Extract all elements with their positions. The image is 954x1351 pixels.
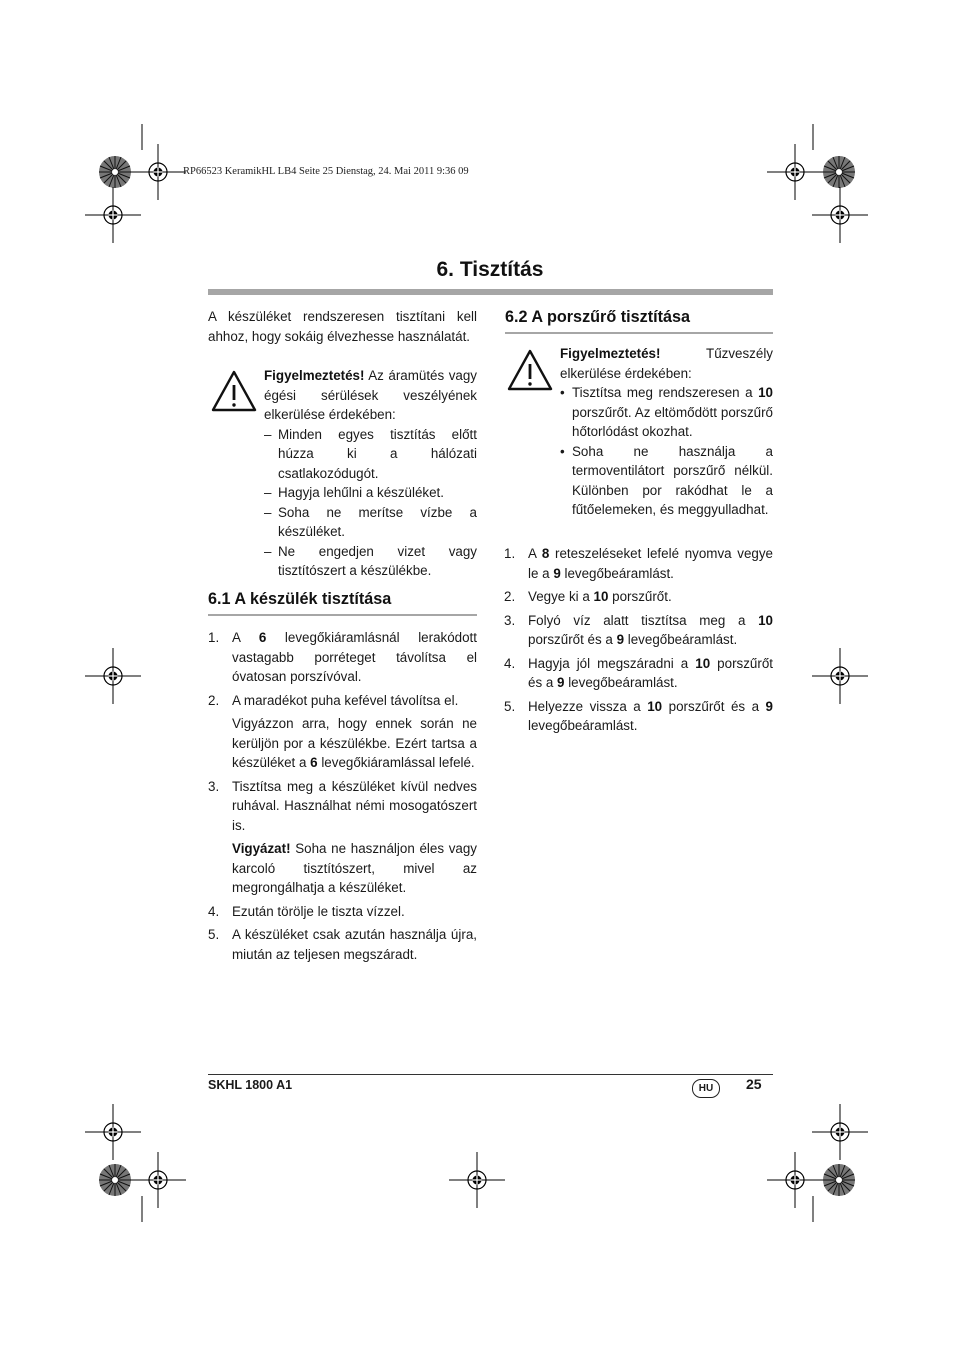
list-item: 4. Ezután törölje le tiszta vízzel. [208,903,405,919]
list-item: 5. A készüléket csak azután használja újra, miután az teljesen megszáradt. [208,927,477,962]
warning-item: • Soha ne használja a termoventilátort porszűrő nélkül. Különben por rakódhat le a fűtőelemeken, és meggyulladhat. [560,443,773,517]
warning-item: – Soha ne merítse vízbe a készüléket. [264,504,477,539]
list-item: 2. Vegye ki a 10 porszűrőt. [504,589,672,604]
list-item: 3. Folyó víz alatt tisztítsa meg a 10 porszűrőt és a 9 levegőbeáramlást. [504,612,773,647]
page-number: 25 [746,1076,762,1092]
list-item: 2. A maradékot puha kefével távolítsa el. [208,692,459,708]
language-badge: HU [692,1079,720,1098]
warning-item: • Tisztítsa meg rendszeresen a 10 porszűrőt. Az eltömődött porszűrő hőtorlódást okozhat. [560,385,773,439]
title-rule [208,289,773,295]
list-note: Vigyázat! Soha ne használjon éles vagy karcoló tisztítószert, mivel az megrongálhatja a készüléket. [232,841,477,895]
list-item: 1. A 8 reteszeléseket lefelé nyomva vegye le a 9 levegőbeáramlást. [504,546,773,581]
warning-block-1: Figyelmeztetés! Az áramütés vagy égési sérülések veszélyének elkerülése érdekében: – Minden egyes tisztítás előtt húzza ki a hálózati csatlakozódugót. – Hagyja lehűlni a készüléket. – Soha ne merítse vízbe a készüléket. – Ne engedjen vizet vagy tisztítószert a készülékbe. [264,366,477,581]
warning-item: – Minden egyes tisztítás előtt húzza ki a hálózati csatlakozódugót. [264,426,477,481]
footer-model: SKHL 1800 A1 [208,1078,293,1092]
list-note: Vigyázzon arra, hogy ennek során ne kerüljön por a készülékbe. Ezért tartsa a készüléket a 6 levegőkiáramlással lefelé. [232,716,477,770]
section-heading-6-1: 6.1 A készülék tisztítása [208,590,392,608]
section-rule [505,332,773,334]
warning-icon [210,369,258,413]
list-item: 1. A 6 levegőkiáramlásnál lerakódott vastagabb porréteget távolítsa el óvatosan porszívóval. [208,630,478,684]
warning-icon [506,348,554,392]
warning-item: – Hagyja lehűlni a készüléket. [264,485,444,500]
list-item: 4. Hagyja jól megszáradni a 10 porszűrőt és a 9 levegőbeáramlást. [504,655,773,690]
warning-label: Figyelmeztetés! [264,368,365,383]
section-6-2-steps [504,544,773,736]
page-title: 6. Tisztítás [436,258,544,281]
warning-block-2: Figyelmeztetés! Tűzveszély elkerülése érdekében: • Tisztítsa meg rendszeresen a 10 porszűrőt. Az eltömődött porszűrő hőtorlódást okozhat. • Soha ne használja a termoventilátort porszűrő nélkül. Különben por rakódhat le a fűtőelemeken, és meggyulladhat. [560,344,773,520]
list-item: 5. Helyezze vissza a 10 porszűrőt és a 9 levegőbeáramlást. [504,698,773,733]
footer-rule [208,1074,773,1075]
section-6-1-steps [208,628,477,964]
warning-item: – Ne engedjen vizet vagy tisztítószert a készülékbe. [264,543,477,578]
section-heading-6-2: 6.2 A porszűrő tisztítása [505,308,691,326]
warning-label: Figyelmeztetés! [560,346,661,361]
print-header: RP66523 KeramikHL LB4 Seite 25 Dienstag, 24. Mai 2011 9:36 09 [183,166,469,177]
intro-text: A készüléket rendszeresen tisztítani kell ahhoz, hogy sokáig élvezhesse használatát. [208,309,477,344]
section-rule [208,614,477,616]
list-item: 3. Tisztítsa meg a készüléket kívül nedves ruhával. Használhat némi mosogatószert is. [208,778,477,833]
